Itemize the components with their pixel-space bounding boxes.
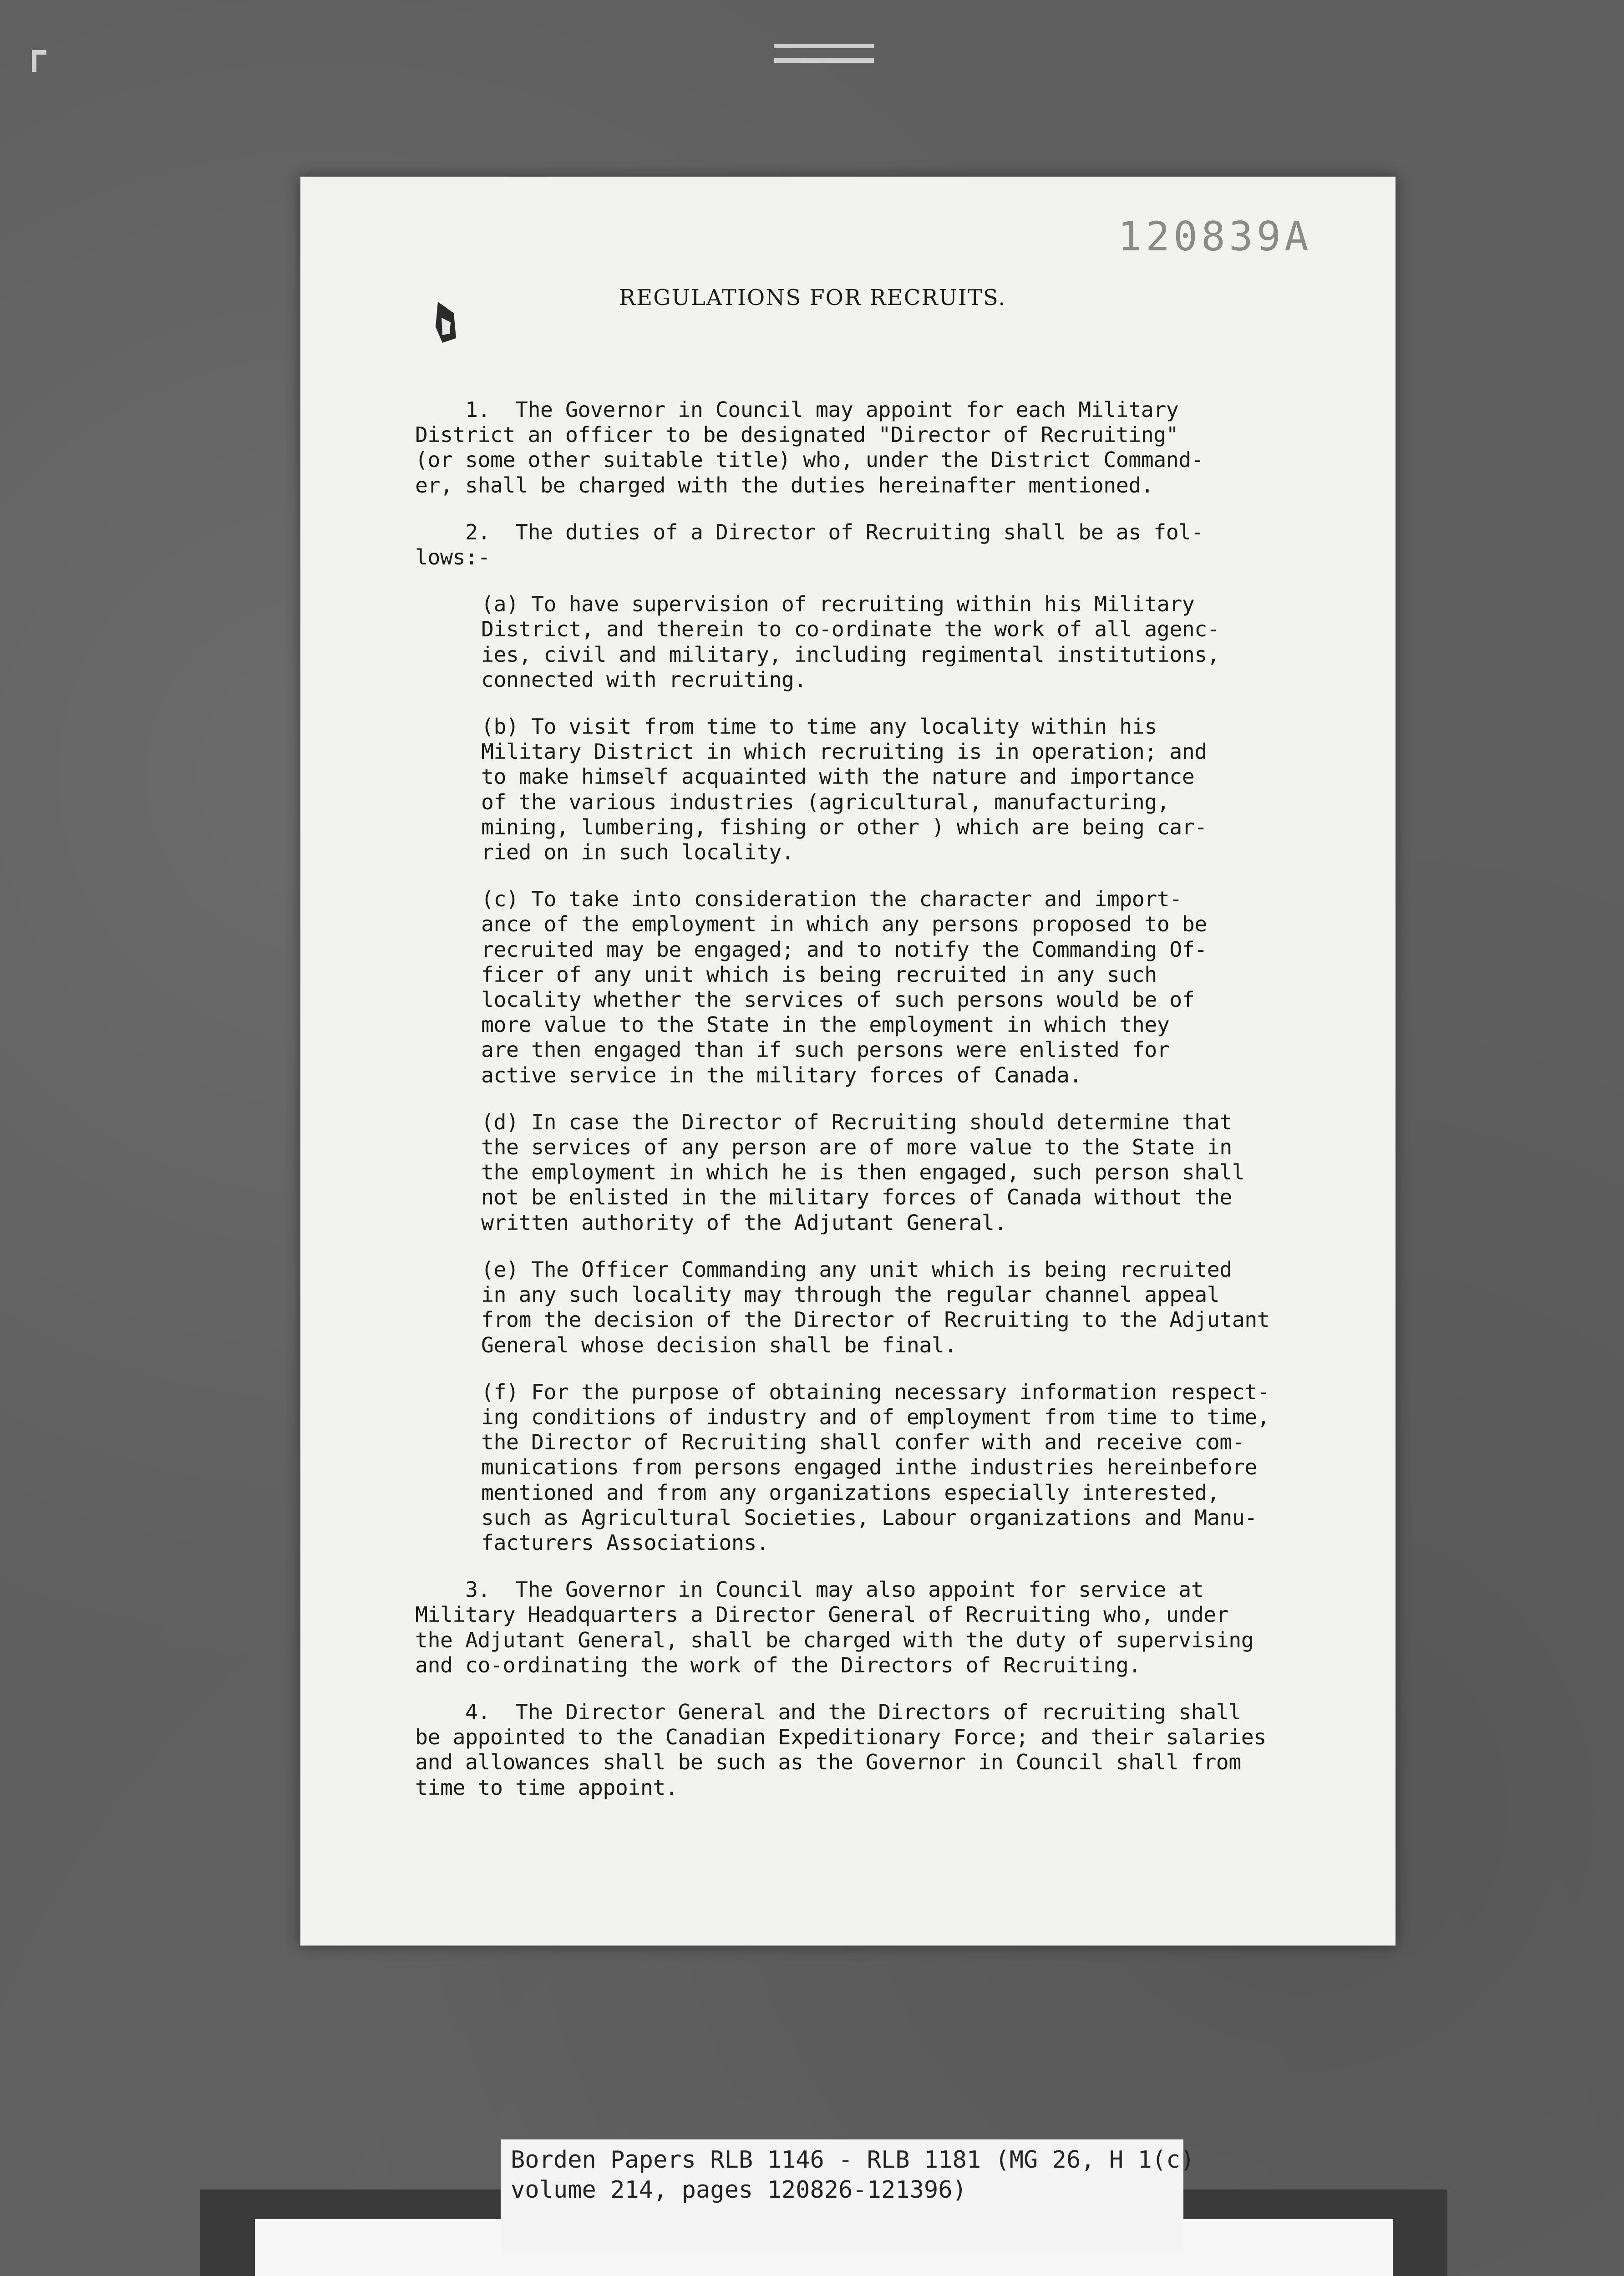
document-page (300, 177, 1396, 1946)
clause-c: (c) To take into consideration the character and import- ance of the employment in which any persons proposed to be recruited may be engaged; and to notify the Commanding Of- ficer of any unit which is being recruited in any such locality whether the services of such persons would be of more value to the State in the employment in which they are then engaged than if such persons were enlisted for active service in the military forces of Canada. (481, 887, 1207, 1087)
document-number: 120839A (1118, 213, 1312, 260)
paragraph-3: 3. The Governor in Council may also appoint for service at Military Headquarters a Director General of Recruiting who, under the Adjutant General, shall be charged with the duty of supervising and co-ordinating the work of the Directors of Recruiting. (415, 1577, 1254, 1677)
citation-line-1: Borden Papers RLB 1146 - RLB 1181 (MG 26, H 1(c) (511, 2146, 1195, 2174)
top-divider (774, 58, 874, 63)
frame-corner-mark (32, 50, 36, 72)
clause-b: (b) To visit from time to time any locality within his Military District in which recruiting is in operation; and to make himself acquainted with the nature and importance of the various industries (agricultural, manufacturing, mining, lumbering, fishing or other ) which are being car- ried on in such locality. (481, 714, 1207, 865)
punch-hole-mark (433, 300, 461, 345)
top-divider (774, 44, 874, 48)
citation-label (501, 2139, 1195, 2253)
paragraph-1: 1. The Governor in Council may appoint for each Military District an officer to be designated "Director of Recruiting" (or some other suitable title) who, under the District Command- er, shall be charged with the duties hereinafter mentioned. (415, 397, 1204, 498)
paragraph-4: 4. The Director General and the Directors of recruiting shall be appointed to the Canadian Expeditionary Force; and their salaries and allowances shall be such as the Governor in Council shall from time to time appoint. (415, 1699, 1266, 1800)
document-title: REGULATIONS FOR RECRUITS. (619, 285, 1006, 310)
document-body (415, 397, 1344, 1800)
clause-d: (d) In case the Director of Recruiting should determine that the services of any person are of more value to the State in the employment in which he is then engaged, such person shall not be enlisted in the military forces of Canada without the written authority of the Adjutant General. (481, 1109, 1245, 1235)
clause-e: (e) The Officer Commanding any unit which is being recruited in any such locality may through the regular channel appeal from the decision of the Director of Recruiting to the Adjutant General whose decision shall be final. (481, 1257, 1270, 1357)
citation-line-2: volume 214, pages 120826-121396) (511, 2176, 967, 2204)
clause-f: (f) For the purpose of obtaining necessary information respect- ing conditions of industry and of employment from time to time, the Director of Recruiting shall confer with and receive com- munications from persons engaged inthe industries hereinbefore mentioned and from any organizations especially interested, such as Agricultural Societies, Labour organizations and Manu- facturers Associations. (481, 1379, 1270, 1555)
paragraph-2: 2. The duties of a Director of Recruiting shall be as fol- lows:- (415, 519, 1204, 570)
clause-a: (a) To have supervision of recruiting within his Military District, and therein to co-ordinate the work of all agenc- ies, civil and military, including regimental institutions, connected with recruiting. (481, 592, 1220, 692)
